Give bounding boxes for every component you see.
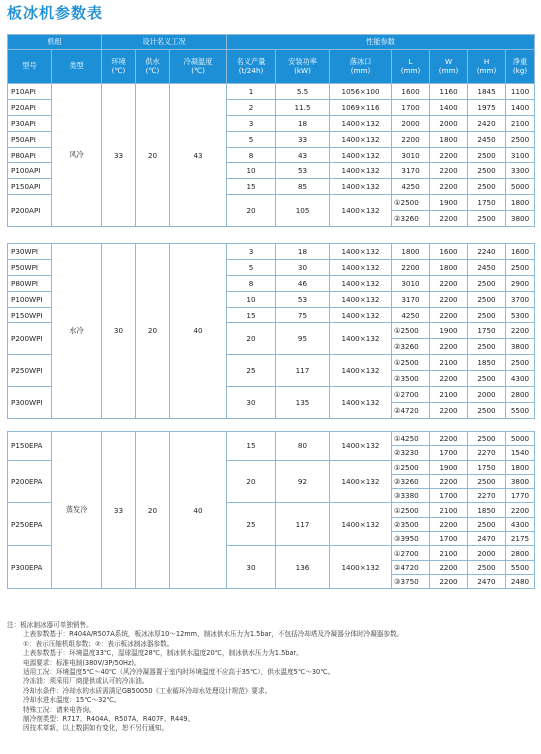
- weight-cell: 2175: [506, 532, 535, 546]
- width-cell: 2200: [430, 291, 468, 307]
- outlet-cell: 1400×132: [330, 323, 392, 355]
- height-cell: 2500: [468, 147, 506, 163]
- power-cell: 46: [276, 275, 330, 291]
- weight-cell: 1770: [506, 489, 535, 503]
- height-cell: 1750: [468, 195, 506, 211]
- model-cell: P50API: [8, 131, 52, 147]
- ambient-cell: 33: [102, 432, 136, 589]
- outlet-cell: 1056×100: [330, 84, 392, 100]
- power-cell: 33: [276, 131, 330, 147]
- weight-cell: 4300: [506, 371, 535, 387]
- length-cell: ①4250: [392, 432, 430, 446]
- height-cell: 2420: [468, 115, 506, 131]
- length-cell: 4250: [392, 179, 430, 195]
- weight-cell: 1100: [506, 84, 535, 100]
- header-group-performance: 性能参数: [227, 35, 535, 50]
- model-cell: P100WPI: [8, 291, 52, 307]
- weight-cell: 1400: [506, 99, 535, 115]
- water-cell: 20: [136, 84, 170, 227]
- length-cell: 1700: [392, 99, 430, 115]
- power-cell: 11.5: [276, 99, 330, 115]
- length-cell: ②3260: [392, 474, 430, 488]
- power-cell: 85: [276, 179, 330, 195]
- length-cell: 4250: [392, 307, 430, 323]
- power-cell: 18: [276, 115, 330, 131]
- power-cell: 117: [276, 503, 330, 546]
- length-cell: 3010: [392, 147, 430, 163]
- power-cell: 75: [276, 307, 330, 323]
- type-cell: 蒸发冷: [52, 432, 102, 589]
- model-cell: P30WPI: [8, 244, 52, 260]
- power-cell: 80: [276, 432, 330, 461]
- outlet-cell: 1400×132: [330, 195, 392, 227]
- weight-cell: 3800: [506, 211, 535, 227]
- outlet-cell: 1400×132: [330, 115, 392, 131]
- height-cell: 2500: [468, 371, 506, 387]
- weight-cell: 1800: [506, 460, 535, 474]
- length-cell: ③3750: [392, 574, 430, 588]
- note-line: ①：表示压缩机组参数；②：表示板冰制冰器参数。: [23, 639, 174, 648]
- capacity-cell: 10: [227, 291, 276, 307]
- model-cell: P200EPA: [8, 460, 52, 503]
- power-cell: 105: [276, 195, 330, 227]
- capacity-cell: 5: [227, 259, 276, 275]
- weight-cell: 3300: [506, 163, 535, 179]
- model-cell: P30API: [8, 115, 52, 131]
- width-cell: 2200: [430, 560, 468, 574]
- capacity-cell: 25: [227, 503, 276, 546]
- weight-cell: 2500: [506, 259, 535, 275]
- weight-cell: 2500: [506, 131, 535, 147]
- weight-cell: 1600: [506, 244, 535, 260]
- model-cell: P250WPI: [8, 355, 52, 387]
- outlet-cell: 1069×116: [330, 99, 392, 115]
- table-row: [8, 432, 535, 446]
- height-cell: 2270: [468, 446, 506, 460]
- width-cell: 1700: [430, 532, 468, 546]
- weight-cell: 2500: [506, 355, 535, 371]
- outlet-cell: 1400×132: [330, 163, 392, 179]
- note-line: 因技术革新，以上数据如有变化，恕不另行通知。: [23, 724, 169, 733]
- capacity-cell: 30: [227, 387, 276, 419]
- height-cell: 2470: [468, 532, 506, 546]
- model-cell: P80WPI: [8, 275, 52, 291]
- height-cell: 2500: [468, 474, 506, 488]
- weight-cell: 5500: [506, 402, 535, 418]
- height-cell: 2500: [468, 432, 506, 446]
- outlet-cell: 1400×132: [330, 259, 392, 275]
- header-H: H (mm): [468, 50, 506, 84]
- length-cell: ②4720: [392, 560, 430, 574]
- weight-cell: 2480: [506, 574, 535, 588]
- capacity-cell: 25: [227, 355, 276, 387]
- length-cell: 2200: [392, 259, 430, 275]
- weight-cell: 2800: [506, 546, 535, 560]
- weight-cell: 2900: [506, 275, 535, 291]
- table-row: [8, 244, 535, 260]
- capacity-cell: 10: [227, 163, 276, 179]
- length-cell: ①2500: [392, 460, 430, 474]
- weight-cell: 5000: [506, 432, 535, 446]
- header-group-unit: 机组: [8, 35, 102, 50]
- length-cell: ②4720: [392, 402, 430, 418]
- outlet-cell: 1400×132: [330, 179, 392, 195]
- header-model: 型号: [8, 50, 52, 84]
- model-cell: P80API: [8, 147, 52, 163]
- spec-table-air-cooled: [7, 34, 535, 227]
- width-cell: 2100: [430, 355, 468, 371]
- header-type: 类型: [52, 50, 102, 84]
- ambient-cell: 33: [102, 84, 136, 227]
- height-cell: 1750: [468, 323, 506, 339]
- weight-cell: 3700: [506, 291, 535, 307]
- width-cell: 2100: [430, 546, 468, 560]
- length-cell: ①2500: [392, 503, 430, 517]
- height-cell: 2500: [468, 211, 506, 227]
- width-cell: 2000: [430, 115, 468, 131]
- weight-cell: 2100: [506, 115, 535, 131]
- ambient-cell: 30: [102, 244, 136, 419]
- model-cell: P200WPI: [8, 323, 52, 355]
- length-cell: ①2500: [392, 323, 430, 339]
- length-cell: 3170: [392, 163, 430, 179]
- power-cell: 95: [276, 323, 330, 355]
- length-cell: ②3260: [392, 211, 430, 227]
- width-cell: 2200: [430, 211, 468, 227]
- weight-cell: 1540: [506, 446, 535, 460]
- header-weight: 净重 (kg): [506, 50, 535, 84]
- model-cell: P20API: [8, 99, 52, 115]
- model-cell: P150EPA: [8, 432, 52, 461]
- height-cell: 2470: [468, 574, 506, 588]
- length-cell: 2000: [392, 115, 430, 131]
- cond-cell: 40: [170, 244, 227, 419]
- weight-cell: 1800: [506, 195, 535, 211]
- height-cell: 2500: [468, 163, 506, 179]
- outlet-cell: 1400×132: [330, 503, 392, 546]
- spec-table-evaporative: [7, 431, 535, 589]
- width-cell: 2200: [430, 163, 468, 179]
- height-cell: 2500: [468, 307, 506, 323]
- capacity-cell: 3: [227, 115, 276, 131]
- width-cell: 2200: [430, 432, 468, 446]
- capacity-cell: 15: [227, 307, 276, 323]
- length-cell: ②3230: [392, 446, 430, 460]
- width-cell: 1160: [430, 84, 468, 100]
- width-cell: 2200: [430, 574, 468, 588]
- length-cell: ①2700: [392, 387, 430, 403]
- length-cell: 2200: [392, 131, 430, 147]
- width-cell: 1800: [430, 131, 468, 147]
- width-cell: 2200: [430, 474, 468, 488]
- capacity-cell: 30: [227, 546, 276, 589]
- weight-cell: 5000: [506, 179, 535, 195]
- type-cell: 风冷: [52, 84, 102, 227]
- height-cell: 1850: [468, 355, 506, 371]
- height-cell: 2000: [468, 387, 506, 403]
- outlet-cell: 1400×132: [330, 355, 392, 387]
- note-line: 电源要求：标准电制(380V/3P/50Hz)。: [23, 658, 141, 667]
- length-cell: ①2500: [392, 355, 430, 371]
- height-cell: 1845: [468, 84, 506, 100]
- note-line: 适用工况：环境温度5℃～40℃（风冷冷凝器置于室内时环境温度不应高于35℃），供水温度5℃～30℃。: [23, 668, 335, 677]
- capacity-cell: 20: [227, 195, 276, 227]
- power-cell: 43: [276, 147, 330, 163]
- power-cell: 136: [276, 546, 330, 589]
- power-cell: 135: [276, 387, 330, 419]
- note-line: 冷冻油：须采用厂商提供或认可的冷冻油。: [23, 677, 149, 686]
- model-cell: P150API: [8, 179, 52, 195]
- power-cell: 53: [276, 291, 330, 307]
- capacity-cell: 8: [227, 147, 276, 163]
- outlet-cell: 1400×132: [330, 432, 392, 461]
- outlet-cell: 1400×132: [330, 131, 392, 147]
- length-cell: 3010: [392, 275, 430, 291]
- header-L: L (mm): [392, 50, 430, 84]
- length-cell: ②3500: [392, 517, 430, 531]
- note-line: 冷却水条件：冷却水的水质需满足GB50050《工业循环冷却水处理设计规范》要求。: [23, 686, 272, 695]
- width-cell: 2200: [430, 517, 468, 531]
- note-line: 注：板冰制冰器可单独销售。: [7, 621, 93, 629]
- height-cell: 2000: [468, 546, 506, 560]
- header-row: [8, 35, 535, 50]
- weight-cell: 2200: [506, 503, 535, 517]
- length-cell: ③3950: [392, 532, 430, 546]
- length-cell: ①2700: [392, 546, 430, 560]
- header-power: 安装功率 (kW): [276, 50, 330, 84]
- header-row: [8, 50, 535, 84]
- power-cell: 92: [276, 460, 330, 503]
- height-cell: 2450: [468, 259, 506, 275]
- height-cell: 1750: [468, 460, 506, 474]
- outlet-cell: 1400×132: [330, 387, 392, 419]
- weight-cell: 4300: [506, 517, 535, 531]
- length-cell: 1600: [392, 84, 430, 100]
- capacity-cell: 15: [227, 179, 276, 195]
- outlet-cell: 1400×132: [330, 546, 392, 589]
- weight-cell: 5500: [506, 560, 535, 574]
- outlet-cell: 1400×132: [330, 275, 392, 291]
- spec-table-water-cooled: [7, 243, 535, 419]
- header-water: 供水 (℃): [136, 50, 170, 84]
- height-cell: 2500: [468, 402, 506, 418]
- model-cell: P250EPA: [8, 503, 52, 546]
- capacity-cell: 1: [227, 84, 276, 100]
- height-cell: 2500: [468, 179, 506, 195]
- notes-block: [7, 621, 534, 734]
- capacity-cell: 2: [227, 99, 276, 115]
- header-cond: 冷凝温度 (℃): [170, 50, 227, 84]
- width-cell: 1900: [430, 195, 468, 211]
- width-cell: 2200: [430, 275, 468, 291]
- model-cell: P300WPI: [8, 387, 52, 419]
- capacity-cell: 5: [227, 131, 276, 147]
- height-cell: 1975: [468, 99, 506, 115]
- width-cell: 2200: [430, 179, 468, 195]
- width-cell: 2200: [430, 307, 468, 323]
- table-row: [8, 84, 535, 100]
- length-cell: ③3380: [392, 489, 430, 503]
- model-cell: P200API: [8, 195, 52, 227]
- cond-cell: 43: [170, 84, 227, 227]
- width-cell: 1900: [430, 323, 468, 339]
- width-cell: 1700: [430, 489, 468, 503]
- height-cell: 2240: [468, 244, 506, 260]
- header-ambient: 环境 (℃): [102, 50, 136, 84]
- water-cell: 20: [136, 244, 170, 419]
- header-outlet: 落冰口 (mm): [330, 50, 392, 84]
- header-capacity: 名义产量 (t/24h): [227, 50, 276, 84]
- header-group-design: 设计名义工况: [102, 35, 227, 50]
- weight-cell: 3800: [506, 474, 535, 488]
- model-cell: P100API: [8, 163, 52, 179]
- outlet-cell: 1400×132: [330, 244, 392, 260]
- power-cell: 18: [276, 244, 330, 260]
- model-cell: P300EPA: [8, 546, 52, 589]
- note-line: 冷却水进水温度：15℃～32℃。: [23, 696, 121, 705]
- weight-cell: 2200: [506, 323, 535, 339]
- length-cell: 3170: [392, 291, 430, 307]
- height-cell: 2500: [468, 517, 506, 531]
- weight-cell: 3100: [506, 147, 535, 163]
- length-cell: ②3260: [392, 339, 430, 355]
- header-W: W (mm): [430, 50, 468, 84]
- length-cell: ②3500: [392, 371, 430, 387]
- capacity-cell: 15: [227, 432, 276, 461]
- width-cell: 1700: [430, 446, 468, 460]
- power-cell: 53: [276, 163, 330, 179]
- type-cell: 水冷: [52, 244, 102, 419]
- width-cell: 2200: [430, 147, 468, 163]
- power-cell: 117: [276, 355, 330, 387]
- width-cell: 2200: [430, 371, 468, 387]
- outlet-cell: 1400×132: [330, 307, 392, 323]
- note-line: 上表参数基于：环境温度33℃，湿球温度28℃，制冰供水温度20℃，制冰供水压力为1.5bar。: [23, 649, 303, 658]
- outlet-cell: 1400×132: [330, 460, 392, 503]
- height-cell: 2500: [468, 560, 506, 574]
- height-cell: 2500: [468, 339, 506, 355]
- height-cell: 2500: [468, 275, 506, 291]
- height-cell: 2500: [468, 291, 506, 307]
- width-cell: 2100: [430, 387, 468, 403]
- capacity-cell: 20: [227, 323, 276, 355]
- width-cell: 1600: [430, 244, 468, 260]
- weight-cell: 5300: [506, 307, 535, 323]
- width-cell: 1900: [430, 460, 468, 474]
- capacity-cell: 20: [227, 460, 276, 503]
- weight-cell: 2800: [506, 387, 535, 403]
- page-title: 板冰机参数表: [7, 4, 104, 22]
- capacity-cell: 3: [227, 244, 276, 260]
- cond-cell: 40: [170, 432, 227, 589]
- note-line: 制冷剂类型：R717、R404A、R507A、R407F、R449。: [23, 715, 195, 724]
- width-cell: 1400: [430, 99, 468, 115]
- model-cell: P10API: [8, 84, 52, 100]
- length-cell: 1800: [392, 244, 430, 260]
- outlet-cell: 1400×132: [330, 291, 392, 307]
- model-cell: P50WPI: [8, 259, 52, 275]
- capacity-cell: 8: [227, 275, 276, 291]
- width-cell: 1800: [430, 259, 468, 275]
- note-line: 特殊工况：请来电咨询。: [23, 705, 96, 714]
- width-cell: 2200: [430, 339, 468, 355]
- height-cell: 2270: [468, 489, 506, 503]
- length-cell: ①2500: [392, 195, 430, 211]
- water-cell: 20: [136, 432, 170, 589]
- power-cell: 5.5: [276, 84, 330, 100]
- width-cell: 2200: [430, 402, 468, 418]
- note-line: 上表参数基于：R404A/R507A系统，板冰冰厚10～12mm，制冰供水压力为1.5bar，不包括冷却塔及冷凝器分体时冷凝器参数。: [23, 630, 404, 639]
- weight-cell: 3800: [506, 339, 535, 355]
- power-cell: 30: [276, 259, 330, 275]
- model-cell: P150WPI: [8, 307, 52, 323]
- height-cell: 1850: [468, 503, 506, 517]
- outlet-cell: 1400×132: [330, 147, 392, 163]
- height-cell: 2450: [468, 131, 506, 147]
- width-cell: 2100: [430, 503, 468, 517]
